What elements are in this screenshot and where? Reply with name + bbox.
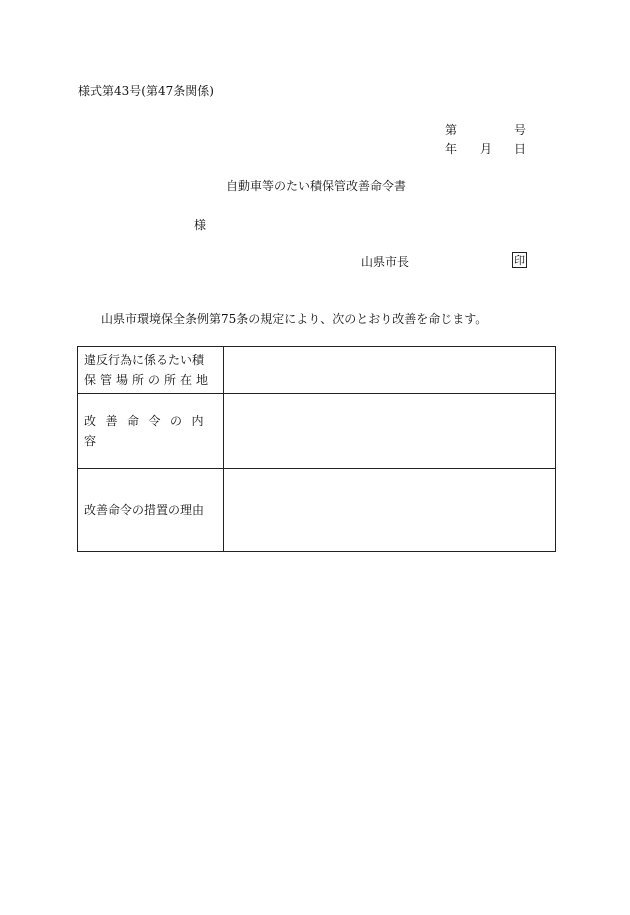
seal-mark: 印 bbox=[514, 253, 525, 267]
table-row bbox=[78, 469, 556, 552]
location-label-line1: 違反行為に係るたい積 bbox=[84, 353, 205, 367]
order-reason-label-text: 改善命令の措置の理由 bbox=[84, 503, 205, 517]
location-label bbox=[78, 347, 224, 394]
date-year-label: 年 bbox=[445, 142, 458, 156]
date-month-label: 月 bbox=[480, 142, 493, 156]
document-title: 自動車等のたい積保管改善命令書 bbox=[226, 179, 407, 193]
date-day-label: 日 bbox=[514, 142, 527, 156]
issuer-name: 山県市長 bbox=[361, 255, 410, 269]
order-reason-value-cell[interactable] bbox=[224, 469, 556, 552]
order-content-label-text: 改善命令の内容 bbox=[84, 414, 214, 448]
document-number-prefix: 第 bbox=[445, 123, 458, 137]
document-number-suffix: 号 bbox=[514, 123, 527, 137]
order-reason-label bbox=[78, 469, 224, 552]
table-row bbox=[78, 394, 556, 469]
order-content-label bbox=[78, 394, 224, 469]
location-label-line2: 保管場所の所在地 bbox=[84, 373, 213, 387]
order-content-value-cell[interactable] bbox=[224, 394, 556, 469]
info-table bbox=[77, 346, 556, 552]
table-row bbox=[78, 347, 556, 394]
addressee-honorific: 様 bbox=[194, 218, 207, 232]
body-text: 山県市環境保全条例第75条の規定により、次のとおり改善を命じます。 bbox=[101, 312, 488, 326]
location-value-cell[interactable] bbox=[224, 347, 556, 394]
form-number: 様式第43号(第47条関係) bbox=[78, 84, 214, 98]
